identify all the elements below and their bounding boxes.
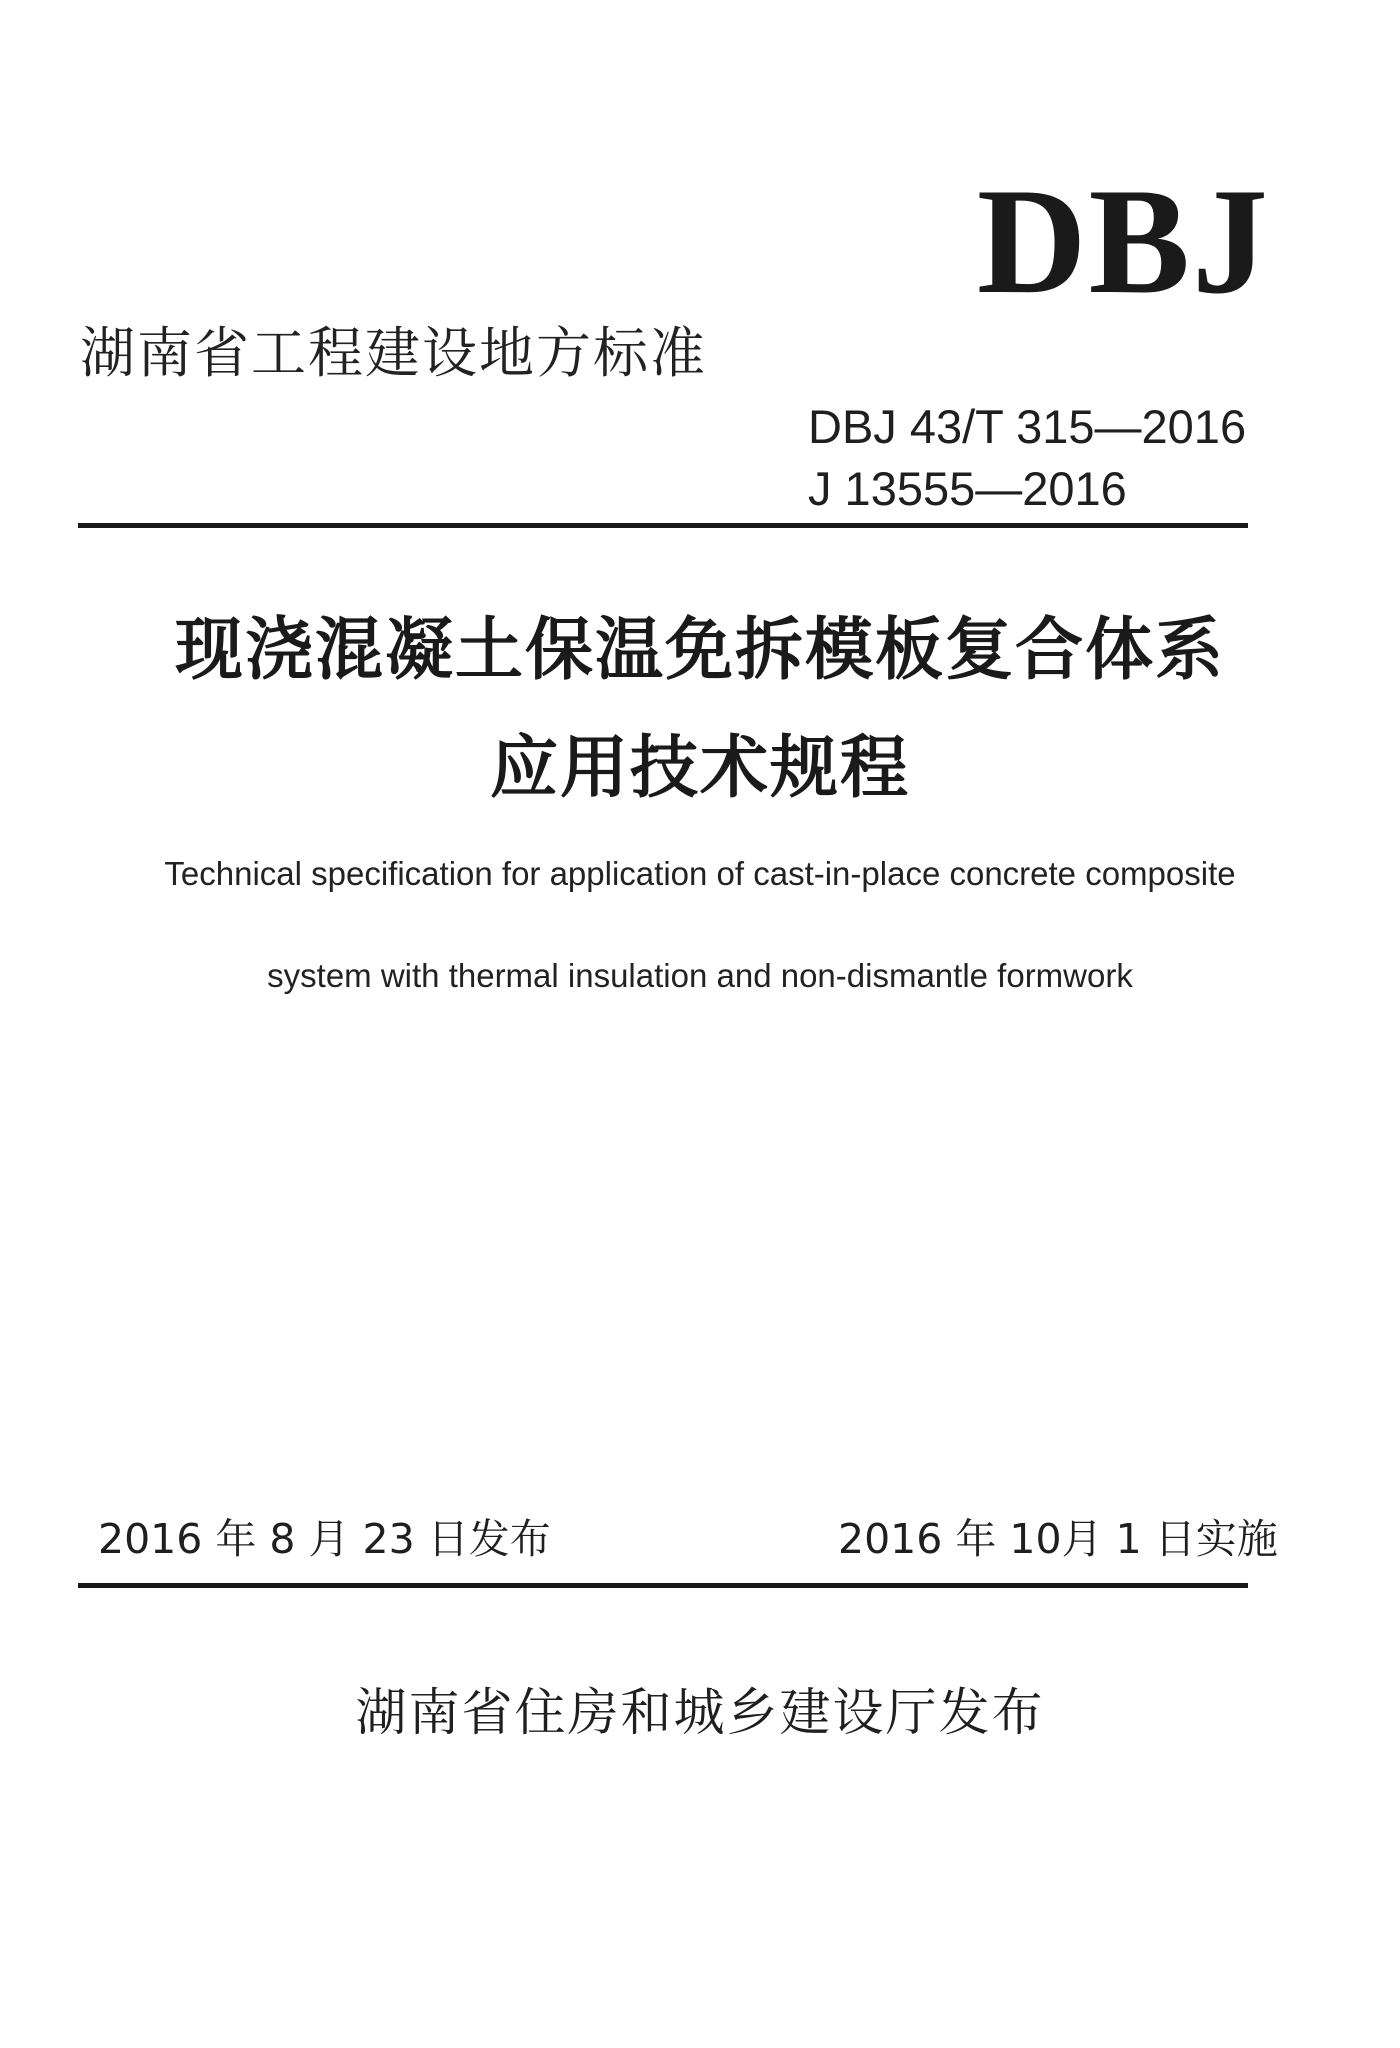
publisher: 湖南省住房和城乡建设厅发布 — [355, 1684, 1045, 1743]
title-zh-line-1: 现浇混凝土保温免拆模板复合体系 — [174, 610, 1225, 690]
standard-code: DBJ 43/T 315—2016 — [808, 400, 1247, 453]
dbj-logo: DBJ — [976, 157, 1270, 325]
bottom-divider — [78, 1583, 1248, 1588]
title-zh-line-2: 应用技术规程 — [489, 728, 910, 808]
record-number: J 13555—2016 — [808, 462, 1127, 515]
effective-date: 2016 年 10月 1 日实施 — [838, 1515, 1278, 1563]
standard-series-label: 湖南省工程建设地方标准 — [80, 321, 708, 385]
title-en-line-2: system with thermal insulation and non-dismantle formwork — [267, 957, 1133, 994]
top-divider — [78, 523, 1248, 528]
publish-date: 2016 年 8 月 23 日发布 — [98, 1515, 551, 1563]
title-en-line-1: Technical specification for application of cast-in-place concrete composite — [164, 855, 1236, 892]
